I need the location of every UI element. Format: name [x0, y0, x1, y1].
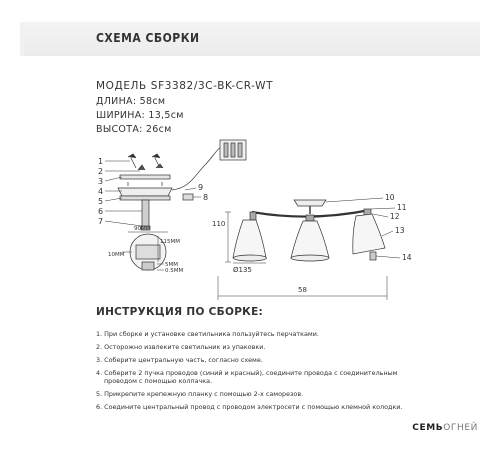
page-title: СХЕМА СБОРКИ [96, 31, 200, 45]
spec-width: ШИРИНА: 13,5см [96, 110, 184, 121]
callout-1: 1 [98, 157, 104, 166]
callout-13: 13 [395, 226, 405, 235]
spec-height: ВЫСОТА: 26см [96, 124, 172, 135]
dim-58: 58 [298, 286, 307, 294]
callout-12: 12 [390, 212, 400, 221]
dim-110: 110 [212, 220, 226, 228]
dim-05: 0.5ММ [165, 268, 184, 274]
dim-10: 10ММ [108, 252, 125, 258]
callout-2: 2 [98, 167, 104, 176]
step-2: 2. Осторожно извлеките светильник из упаковки. [96, 343, 266, 351]
step-4-text: 4. Соберите 2 пучка проводов (синий и красный), соедините провода с соединительным [96, 369, 398, 377]
callout-7: 7 [98, 217, 104, 226]
plate-detail [122, 232, 168, 270]
dim-135: Ø135 [233, 266, 252, 274]
callout-5: 5 [98, 197, 104, 206]
dim-115: 115ММ [160, 239, 180, 245]
step-4 [96, 369, 476, 385]
callout-8: 8 [203, 193, 209, 202]
step-4-continuation: проводом с помощью колпачка. [104, 377, 213, 385]
instructions-title: ИНСТРУКЦИЯ ПО СБОРКЕ: [96, 306, 264, 318]
assembled-lamp [218, 200, 387, 300]
right-callouts [385, 193, 412, 262]
step-1: 1. При сборке и установке светильника пользуйтесь перчатками. [96, 330, 319, 338]
callout-14: 14 [402, 253, 412, 262]
step-6: 6. Соедините центральный провод с проводом электросети с помощью клемной колодки. [96, 403, 403, 411]
callout-4: 4 [98, 187, 104, 196]
exploded-parts [118, 140, 246, 230]
callout-11: 11 [397, 203, 407, 212]
spec-length: ДЛИНА: 58см [96, 96, 166, 107]
brand-logo [412, 423, 478, 433]
instructions [96, 306, 476, 416]
brand-part-1: СЕМЬ [412, 423, 444, 433]
step-5: 5. Прикрепите крепежную планку с помощью 2-х саморезов. [96, 390, 304, 398]
callout-3: 3 [98, 177, 104, 186]
model-name: МОДЕЛЬ SF3382/3C-BK-CR-WT [96, 80, 274, 92]
callout-10: 10 [385, 193, 395, 202]
dim-90: 90ММ [134, 226, 151, 232]
dim-5: 5ММ [165, 262, 178, 268]
screw-icon [128, 154, 160, 168]
callout-9: 9 [198, 183, 204, 192]
step-3: 3. Соберите центральную часть, согласно схеме. [96, 356, 263, 364]
brand-part-2: ОГНЕЙ [443, 423, 478, 433]
callout-6: 6 [98, 207, 104, 216]
